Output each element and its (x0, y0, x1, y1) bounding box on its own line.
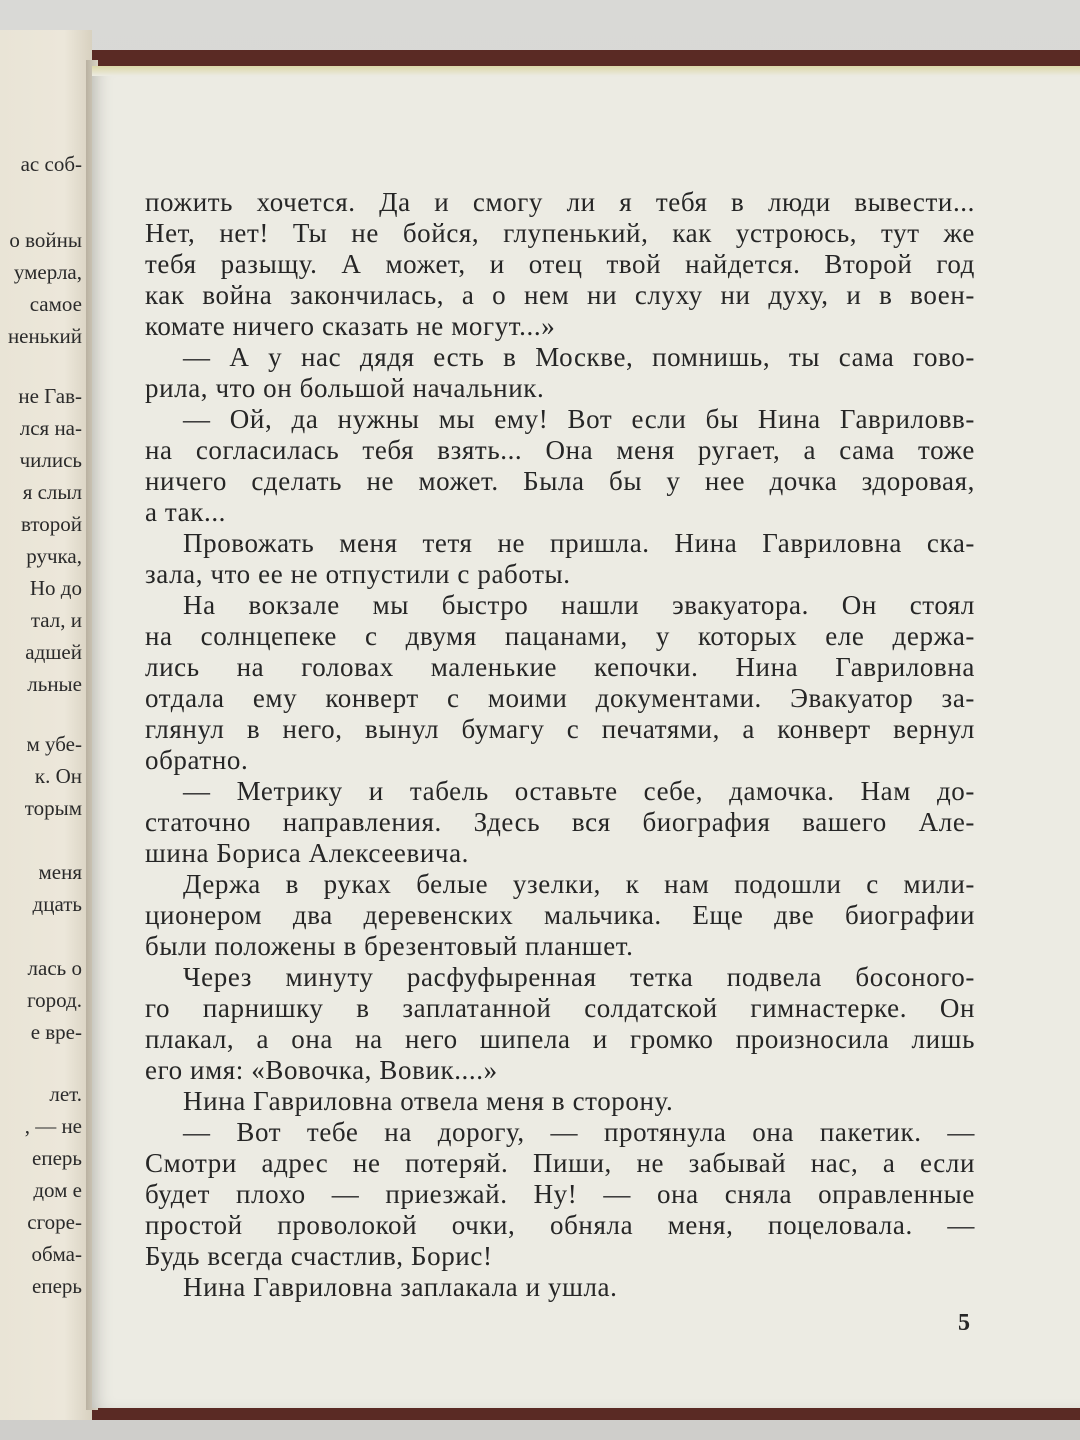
left-page-fragment: Но до (29, 576, 82, 600)
left-page-fragment: лась о (27, 956, 82, 980)
left-page-fragment: второй (20, 512, 82, 536)
text-line: его имя: «Вовочка, Вовик....» (145, 1055, 498, 1085)
text-line: — Вот тебе на дорогу, — протянула она пакетик. — (183, 1117, 975, 1147)
left-page-fragment: лет. (49, 1082, 82, 1106)
text-line: шина Бориса Алексеевича. (145, 838, 470, 868)
text-line: на солнцепеке с двумя пацанами, у которых еле держа- (145, 621, 975, 651)
left-page-fragment: о войны (9, 228, 82, 252)
left-page-fragment: не Гав- (18, 384, 82, 408)
text-line: — Метрику и табель оставьте себе, дамочка. Нам до- (183, 776, 975, 806)
left-page-fragment: самое (29, 292, 82, 316)
left-page-fragment: ручка, (26, 544, 82, 568)
left-page-fragment: ас соб- (20, 152, 82, 176)
left-page-fragment: обма- (31, 1242, 82, 1266)
left-page (0, 30, 92, 1420)
left-page-fragment: тал, и (30, 608, 82, 632)
text-line: на согласилась тебя взять... Она меня ругает, а сама тоже (145, 435, 975, 465)
left-page-fragment: город. (27, 988, 82, 1012)
text-line: глянул в него, вынул бумагу с печатями, а конверт вернул (145, 714, 975, 744)
text-line: как война закончилась, а о нем ни слуху ни духу, и в воен- (145, 280, 975, 310)
text-line: Держа в руках белые узелки, к нам подошли с мили- (183, 869, 975, 899)
text-line: ничего сделать не может. Была бы у нее дочка здоровая, (145, 466, 975, 496)
text-line: плакал, а она на него шипела и громко произносила лишь (145, 1024, 975, 1054)
text-line: а так... (145, 497, 227, 527)
text-line: Будь всегда счастлив, Борис! (145, 1241, 493, 1271)
text-line: Нина Гавриловна заплакала и ушла. (183, 1272, 618, 1302)
text-line: Нина Гавриловна отвела меня в сторону. (183, 1086, 674, 1116)
text-line: тебя разыщу. А может, и отец твой найдется. Второй год (145, 249, 975, 279)
text-line: зала, что ее не отпустили с работы. (145, 559, 571, 589)
text-line: отдала ему конверт с моими документами. Эвакуатор за- (145, 683, 975, 713)
left-page-fragment: умерла, (13, 260, 82, 284)
text-line: го парнишку в заплатанной солдатской гимнастерке. Он (145, 993, 975, 1023)
text-line: Смотри адрес не потеряй. Пиши, не забывай нас, а если (145, 1148, 975, 1178)
text-line: обратно. (145, 745, 249, 775)
left-page-fragment: ненький (7, 324, 82, 348)
left-page-fragment: лся на- (19, 416, 82, 440)
left-page-fragment: чились (19, 448, 82, 472)
text-line: комате ничего сказать не могут...» (145, 311, 556, 341)
left-page-fragment: к. Он (34, 764, 82, 788)
left-page-fragment: дцать (32, 892, 82, 916)
text-line: лись на головах маленькие кепочки. Нина Гавриловна (145, 652, 975, 682)
text-line: будет плохо — приезжай. Ну! — она сняла оправленные (145, 1179, 975, 1209)
text-line: статочно направления. Здесь вся биография вашего Але- (145, 807, 975, 837)
left-page-fragment: меня (38, 860, 82, 884)
left-page-fragment: еперь (32, 1146, 82, 1170)
left-page-fragment: льные (27, 672, 82, 696)
page-top-edge (92, 66, 1080, 76)
left-page-fragment: дом е (33, 1178, 82, 1202)
text-line: ционером два деревенских мальчика. Еще две биографии (145, 900, 975, 930)
text-line: были положены в брезентовый планшет. (145, 931, 634, 961)
text-line: — Ой, да нужны мы ему! Вот если бы Нина Гавриловв- (183, 404, 975, 434)
left-page-fragment: , — не (24, 1114, 82, 1138)
text-line: рила, что он большой начальник. (145, 373, 545, 403)
text-line: простой проволокой очки, обняла меня, поцеловала. — (145, 1210, 975, 1240)
left-page-fragment: я слыл (22, 480, 82, 504)
left-page-fragment: е вре- (30, 1020, 82, 1044)
page-number: 5 (958, 1310, 970, 1336)
text-line: Через минуту расфуфыренная тетка подвела босоного- (183, 962, 975, 992)
text-line: пожить хочется. Да и смогу ли я тебя в люди вывести... (145, 187, 975, 217)
left-page-fragment: адшей (25, 640, 82, 664)
text-line: На вокзале мы быстро нашли эвакуатора. Он стоял (183, 590, 975, 620)
left-page-fragment: м убе- (26, 732, 82, 756)
text-line: — А у нас дядя есть в Москве, помнишь, ты сама гово- (183, 342, 975, 372)
left-page-fragment: сгоре- (27, 1210, 82, 1234)
left-page-fragment: еперь (32, 1274, 82, 1298)
main-text (145, 187, 975, 1303)
text-line: Провожать меня тетя не пришла. Нина Гавриловна ска- (183, 528, 975, 558)
left-page-fragment: торым (24, 796, 82, 820)
text-line: Нет, нет! Ты не бойся, глупенький, как устроюсь, тут же (145, 218, 975, 248)
